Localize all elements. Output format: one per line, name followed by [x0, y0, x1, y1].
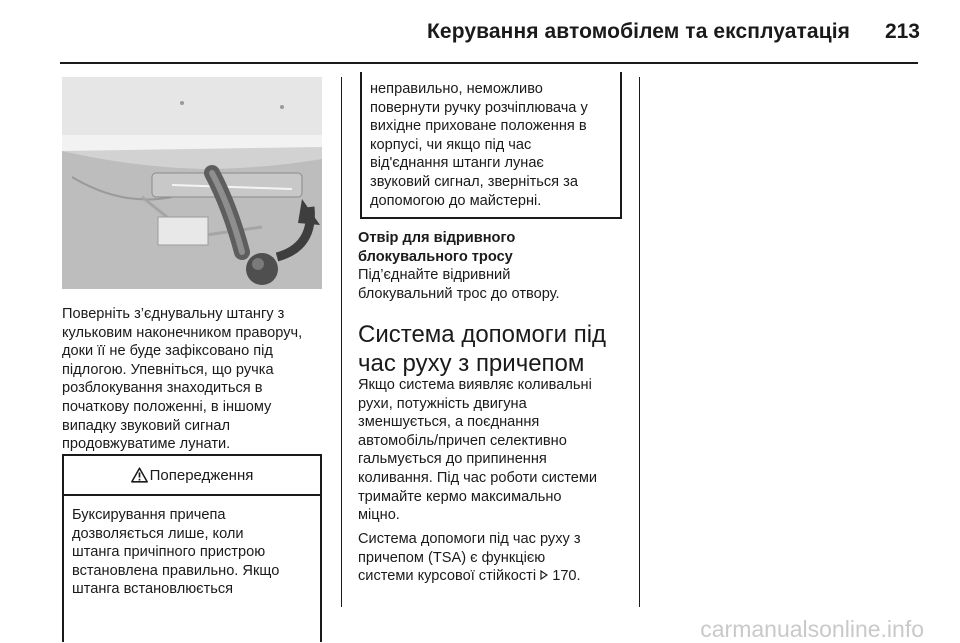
text-line: блокувальний трос до отвору. — [358, 285, 560, 302]
text-line: коливання. Під час роботи системи — [358, 469, 598, 486]
warning-line: від'єднання штанги лунає — [370, 155, 544, 172]
text-line: гальмується до припинення — [358, 451, 547, 468]
tsa-last-line: системи курсової стійкості — [358, 568, 537, 585]
page-header — [0, 0, 960, 62]
caption-line: кульковим наконечником праворуч, — [62, 324, 303, 341]
header-rule — [60, 62, 918, 64]
warning-line: штанга причіпного пристрою — [72, 544, 266, 561]
text-line: міцно. — [358, 507, 400, 524]
watermark: carmanualsonline.info — [700, 616, 924, 642]
text-line: автомобіль/причеп селективно — [358, 432, 567, 449]
warning-line: Буксирування причепа — [72, 507, 226, 523]
tsa-paragraph — [358, 530, 626, 586]
warning-line: звуковий сигнал, зверніться за — [370, 173, 578, 190]
text-line: причепом (TSA) є функцією — [358, 549, 546, 566]
warning-header — [64, 456, 320, 496]
caption-line: підлогою. Упевніться, що ручка — [62, 361, 274, 378]
caption-line: Поверніть з’єднувальну штангу з — [62, 306, 285, 322]
towbar-drawing — [62, 77, 322, 289]
warning-line: неправильно, неможливо — [370, 81, 543, 97]
page-reference-triangle-icon — [540, 570, 548, 580]
warning-triangle-icon — [131, 467, 148, 483]
warning-line: штанга встановлюється — [72, 581, 234, 598]
caption-line: розблокування знаходиться в — [62, 380, 263, 397]
towbar-illustration — [62, 77, 322, 289]
text-line: Якщо система виявляє коливальні — [358, 377, 592, 393]
caption-line: початкову положенні, в іншому — [62, 398, 272, 415]
breakaway-cable-text — [358, 266, 626, 303]
warning-line: дозволяється лише, коли — [72, 525, 244, 542]
page-title: Керування автомобілем та експлуатація — [427, 20, 850, 43]
warning-continued-box — [360, 72, 622, 219]
breakaway-cable-heading — [358, 229, 626, 266]
page-reference-link[interactable]: 170. — [552, 568, 581, 585]
warning-line: встановлена правильно. Якщо — [72, 562, 280, 579]
text-line: зменшується, а поєднання — [358, 414, 540, 431]
text-line: Під’єднайте відривний — [358, 267, 511, 283]
warning-line: вихідне приховане положення в — [370, 118, 587, 135]
caption-text — [62, 305, 324, 454]
warning-line: корпусі, чи якщо під час — [370, 136, 532, 153]
text-line: тримайте кермо максимально — [358, 488, 562, 505]
subheading-line: блокувального тросу — [358, 248, 513, 265]
warning-body — [64, 496, 320, 599]
subheading-line: Отвір для відривного — [358, 230, 516, 246]
warning-line: повернути ручку розчіплювача у — [370, 99, 588, 116]
warning-line: допомогою до майстерні. — [370, 192, 542, 209]
text-line: рухи, потужність двигуна — [358, 395, 527, 412]
section-heading-line: Система допомоги під — [358, 321, 607, 348]
caption-line: доки її не буде зафіксовано під — [62, 343, 273, 360]
warning-box — [62, 454, 322, 642]
column-divider-1 — [341, 77, 342, 607]
caption-line: випадку звуковий сигнал — [62, 417, 230, 434]
caption-line: продовжуватиме лунати. — [62, 436, 231, 453]
section-heading-line: час руху з причепом — [358, 350, 585, 377]
text-line — [358, 567, 626, 586]
column-divider-2 — [639, 77, 640, 607]
text-line: Система допомоги під час руху з — [358, 531, 581, 547]
page-number: 213 — [884, 20, 920, 43]
trailer-stability-heading — [358, 320, 626, 378]
trailer-stability-paragraph — [358, 376, 626, 525]
warning-title: Попередження — [149, 466, 254, 484]
